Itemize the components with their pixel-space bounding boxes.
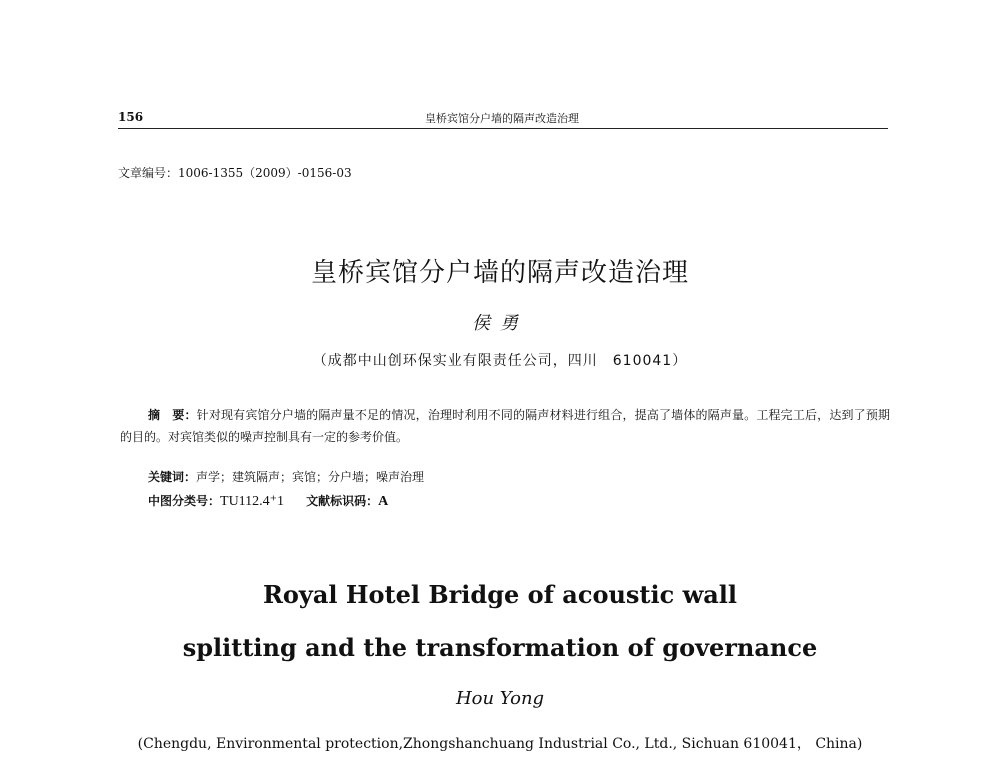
keywords-line <box>148 468 424 485</box>
header-rule <box>118 128 888 129</box>
abstract-label: 摘 要： <box>148 408 197 422</box>
keywords-text: 声学；建筑隔声；宾馆；分户墙；噪声治理 <box>196 470 425 484</box>
document-code-label: 文献标识码： <box>306 494 379 508</box>
running-title: 皇桥宾馆分户墙的隔声改造治理 <box>425 112 579 125</box>
english-author: Hou Yong <box>455 688 545 709</box>
abstract <box>120 404 890 448</box>
english-affiliation: (Chengdu, Environmental protection,Zhongshanchuang Industrial Co., Ltd., Sichuan 610041， China) <box>137 736 863 752</box>
document-code-value: A <box>378 494 389 509</box>
english-title-line1: Royal Hotel Bridge of acoustic wall <box>262 580 738 609</box>
classification-value: TU112.4⁺1 <box>220 494 285 509</box>
chinese-title: 皇桥宾馆分户墙的隔声改造治理 <box>310 258 689 288</box>
abstract-text: 针对现有宾馆分户墙的隔声量不足的情况，治理时利用不同的隔声材料进行组合，提高了墙体的隔声量。工程完工后，达到了预期的目的。对宾馆类似的噪声控制具有一定的参考价值。 <box>120 408 890 444</box>
classification-line <box>148 492 388 510</box>
keywords-label: 关键词： <box>148 470 197 484</box>
article-number: 文章编号：1006-1355（2009）-0156-03 <box>118 166 352 180</box>
classification-label: 中图分类号： <box>148 494 221 508</box>
page-number: 156 <box>118 110 144 124</box>
chinese-affiliation: （成都中山创环保实业有限责任公司，四川 610041） <box>312 353 688 369</box>
chinese-author: 侯勇 <box>472 313 528 334</box>
english-title-line2: splitting and the transformation of governance <box>182 633 818 662</box>
page-header <box>118 110 886 130</box>
